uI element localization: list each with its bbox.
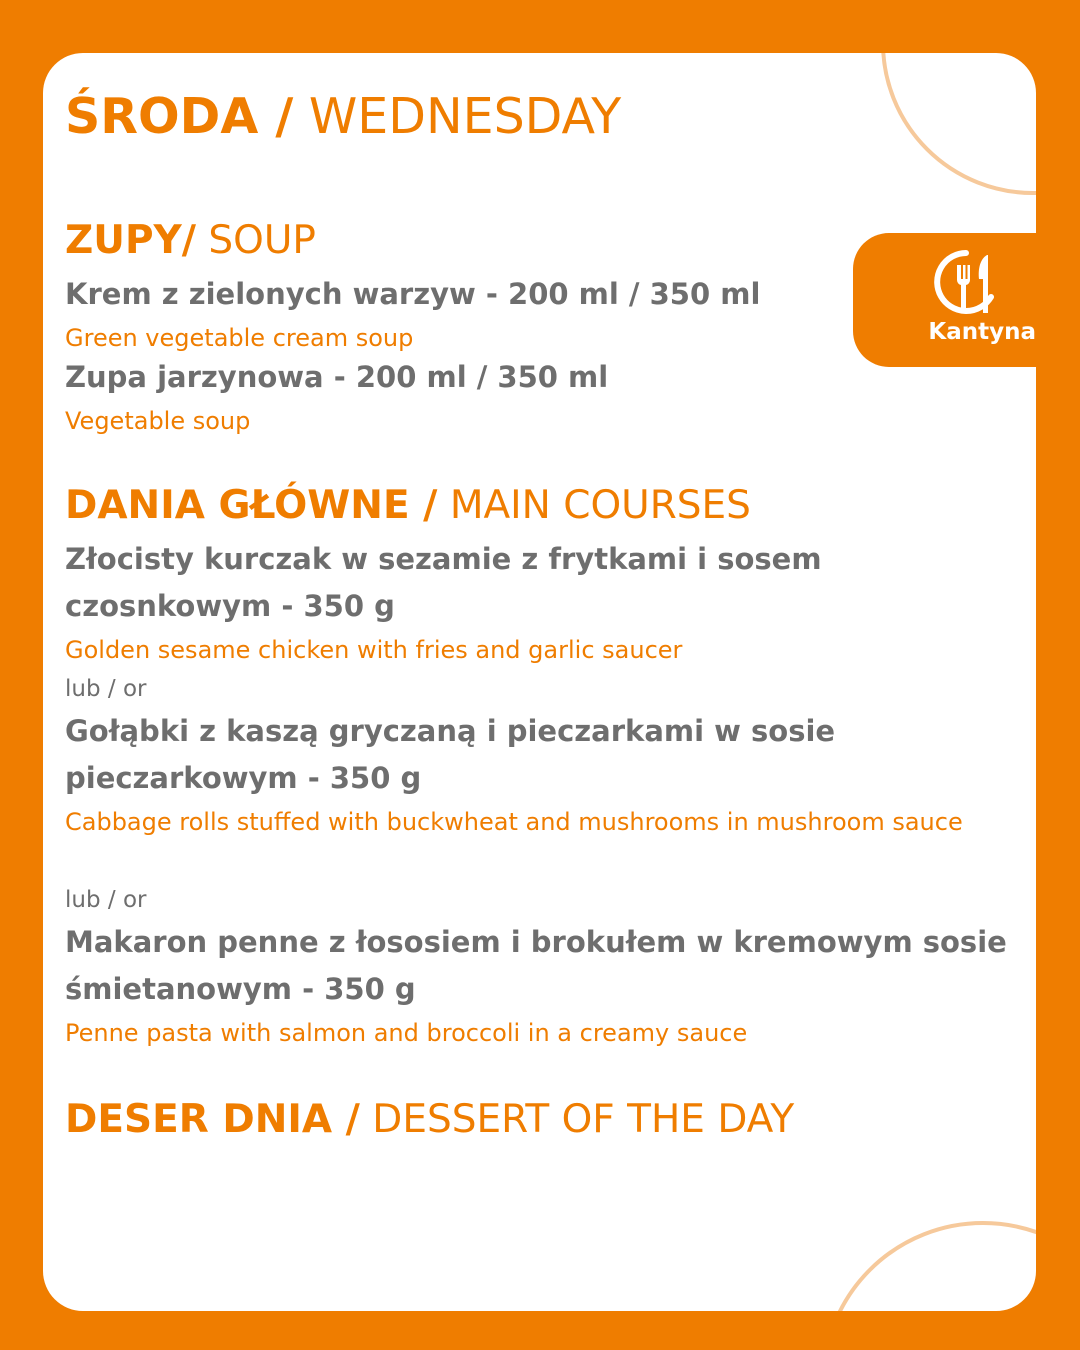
menu-card: [43, 53, 1036, 1311]
soup-heading-en: SOUP: [208, 218, 316, 263]
soup-item-en: Vegetable soup: [65, 407, 251, 435]
or-separator: lub / or: [65, 887, 147, 913]
main-heading-pl: DANIA GŁÓWNE /: [65, 483, 438, 528]
day-title: [65, 87, 621, 147]
kantyna-label: Kantyna: [928, 319, 1036, 345]
main-item-pl: Złocisty kurczak w sezamie z frytkami i sosem czosnkowym - 350 g: [65, 542, 822, 623]
main-item-pl: Gołąbki z kaszą gryczaną i pieczarkami w sosie pieczarkowym - 350 g: [65, 714, 836, 795]
or-separator: lub / or: [65, 676, 147, 702]
main-heading-en: MAIN COURSES: [449, 483, 751, 528]
main-heading: [65, 482, 751, 530]
day-title-en: WEDNESDAY: [308, 88, 622, 145]
soup-heading-pl: ZUPY/: [65, 218, 197, 263]
dessert-heading: [65, 1096, 794, 1144]
day-title-pl: ŚRODA /: [65, 88, 294, 145]
main-item-en: Cabbage rolls stuffed with buckwheat and mushrooms in mushroom sauce: [65, 808, 963, 836]
soup-item-pl: Zupa jarzynowa - 200 ml / 350 ml: [65, 360, 609, 394]
soup-item-en: Green vegetable cream soup: [65, 324, 414, 352]
dessert-heading-en: DESSERT OF THE DAY: [372, 1097, 795, 1142]
soup-heading: [65, 217, 316, 265]
main-item-en: Penne pasta with salmon and broccoli in a creamy sauce: [65, 1019, 748, 1047]
main-item-pl: Makaron penne z łososiem i brokułem w kremowym sosie śmietanowym - 350 g: [65, 925, 1007, 1006]
main-item-en: Golden sesame chicken with fries and garlic saucer: [65, 636, 683, 664]
dessert-heading-pl: DESER DNIA /: [65, 1097, 360, 1142]
soup-item-pl: Krem z zielonych warzyw - 200 ml / 350 ml: [65, 277, 761, 311]
